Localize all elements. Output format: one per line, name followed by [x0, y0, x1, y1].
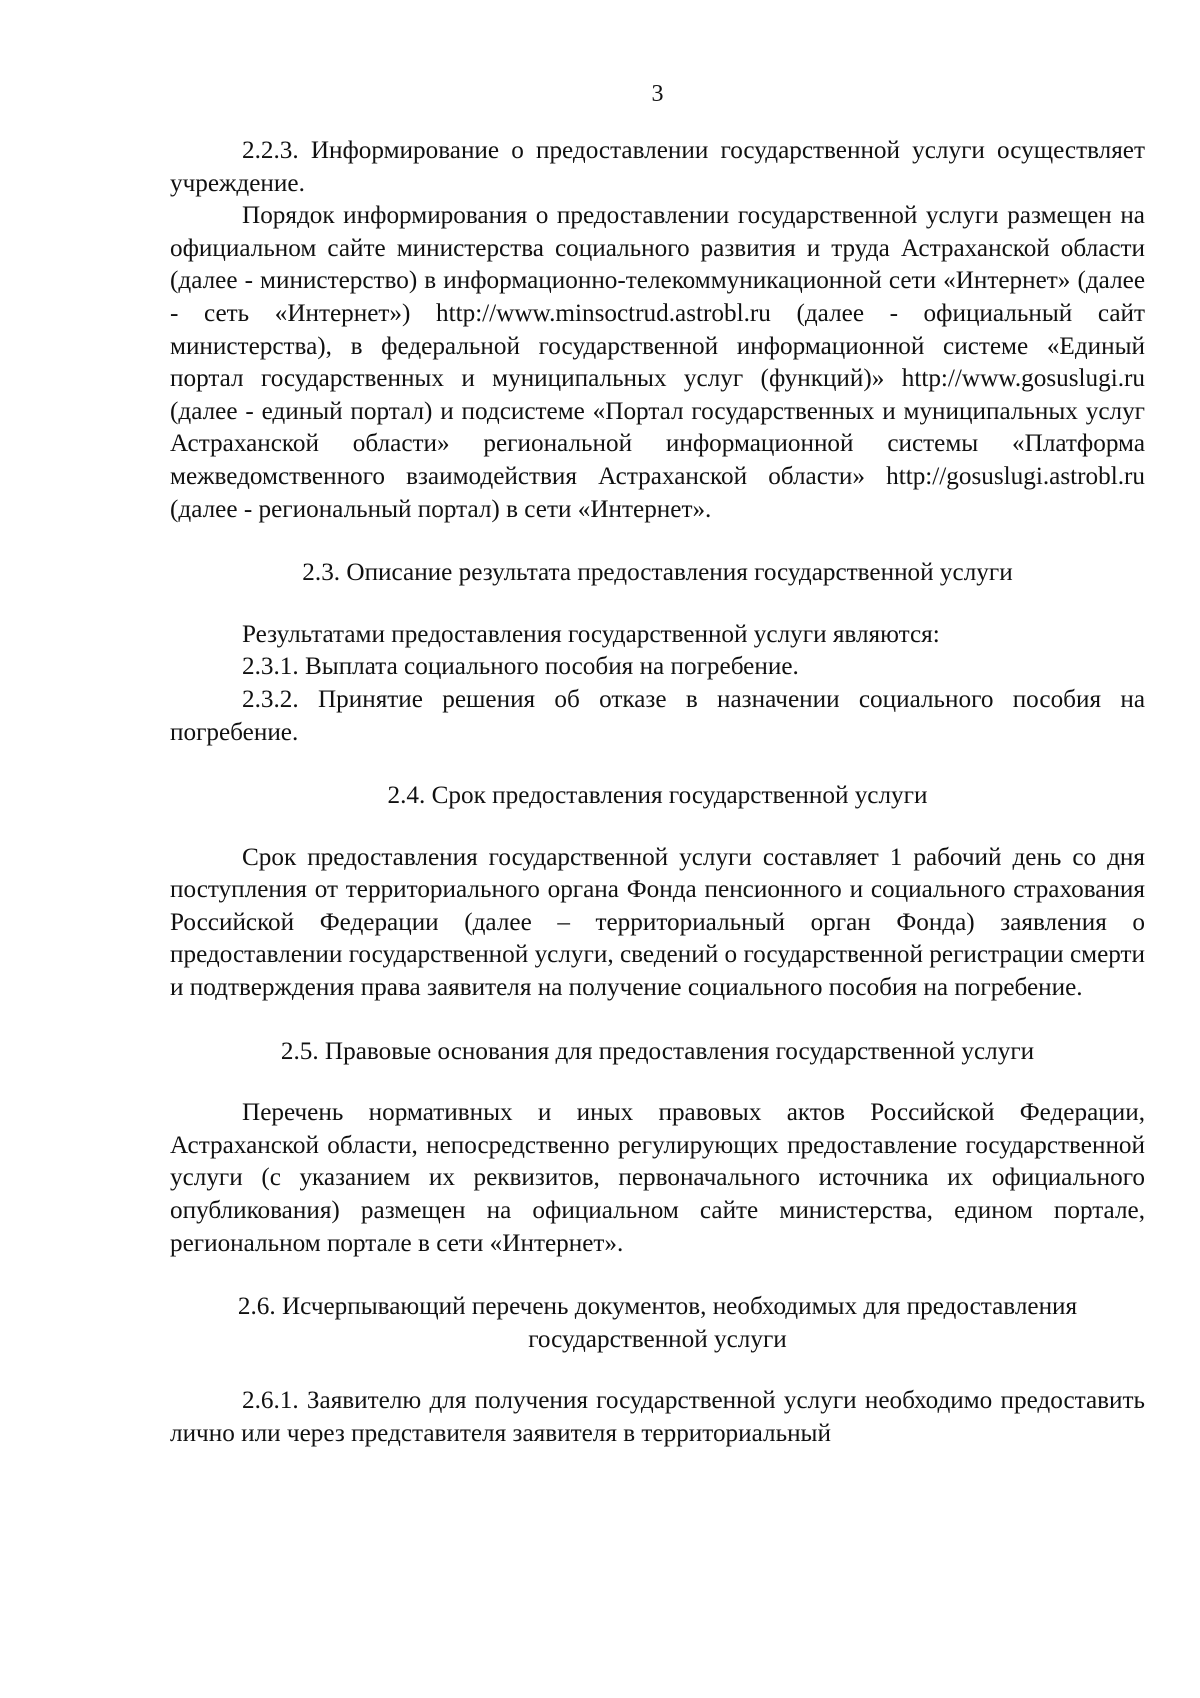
- paragraph-results-intro: Результатами предоставления государственной услуги являются:: [242, 620, 940, 648]
- page-number: 3: [651, 81, 664, 107]
- paragraph-service-term: Срок предоставления государственной услуги составляет 1 рабочий день со дня поступления от территориального органа Фонда пенсионного и социального страхования Российской Федерации (далее – территориальный орган Фонда) заявления о предоставлении государственной услуги, сведений о государственной регистрации смерти и подтверждения права заявителя на получение социального пособия на погребение.: [170, 843, 1145, 1002]
- paragraph-2-3-1: 2.3.1. Выплата социального пособия на погребение.: [242, 653, 799, 681]
- paragraph-2-3-2: 2.3.2. Принятие решения об отказе в назначении социального пособия на погребение.: [170, 685, 1145, 746]
- section-heading-2-3: 2.3. Описание результата предоставления государственной услуги: [302, 559, 1013, 587]
- paragraph-2-6-1: 2.6.1. Заявителю для получения государственной услуги необходимо предоставить лично или через представителя заявителя в территориальный: [170, 1387, 1145, 1447]
- document-page: [170, 0, 1145, 1698]
- section-heading-2-4: 2.4. Срок предоставления государственной услуги: [387, 782, 928, 810]
- section-heading-2-6: 2.6. Исчерпывающий перечень документов, необходимых для предоставления государственной услуги: [237, 1293, 1078, 1353]
- paragraph-informing-order: Порядок информирования о предоставлении государственной услуги размещен на официальном сайте министерства социального развития и труда Астраханской области (далее - министерство) в информационно-телекоммуникационной сети «Интернет» (далее - сеть «Интернет») http://www.minsoctrud.astrobl.ru (далее - официальный сайт министерства), в федеральной государственной информационной системе «Единый портал государственных и муниципальных услуг (функций)» http://www.gosuslugi.ru (далее - единый портал) и подсистеме «Портал государственных и муниципальных услуг Астраханской области» региональной информационной системы «Платформа межведомственного взаимодействия Астраханской области» http://gosuslugi.astrobl.ru (далее - региональный портал) в сети «Интернет».: [170, 202, 1145, 523]
- paragraph-2-2-3: 2.2.3. Информирование о предоставлении государственной услуги осуществляет учреждение.: [170, 137, 1145, 197]
- document-body: [170, 135, 1145, 1451]
- paragraph-legal-acts: Перечень нормативных и иных правовых актов Российской Федерации, Астраханской области, непосредственно регулирующих предоставление государственной услуги (с указанием их реквизитов, первоначального источника их официального опубликования) размещен на официальном сайте министерства, едином портале, региональном портале в сети «Интернет».: [170, 1099, 1145, 1257]
- section-heading-2-5: 2.5. Правовые основания для предоставления государственной услуги: [280, 1037, 1035, 1065]
